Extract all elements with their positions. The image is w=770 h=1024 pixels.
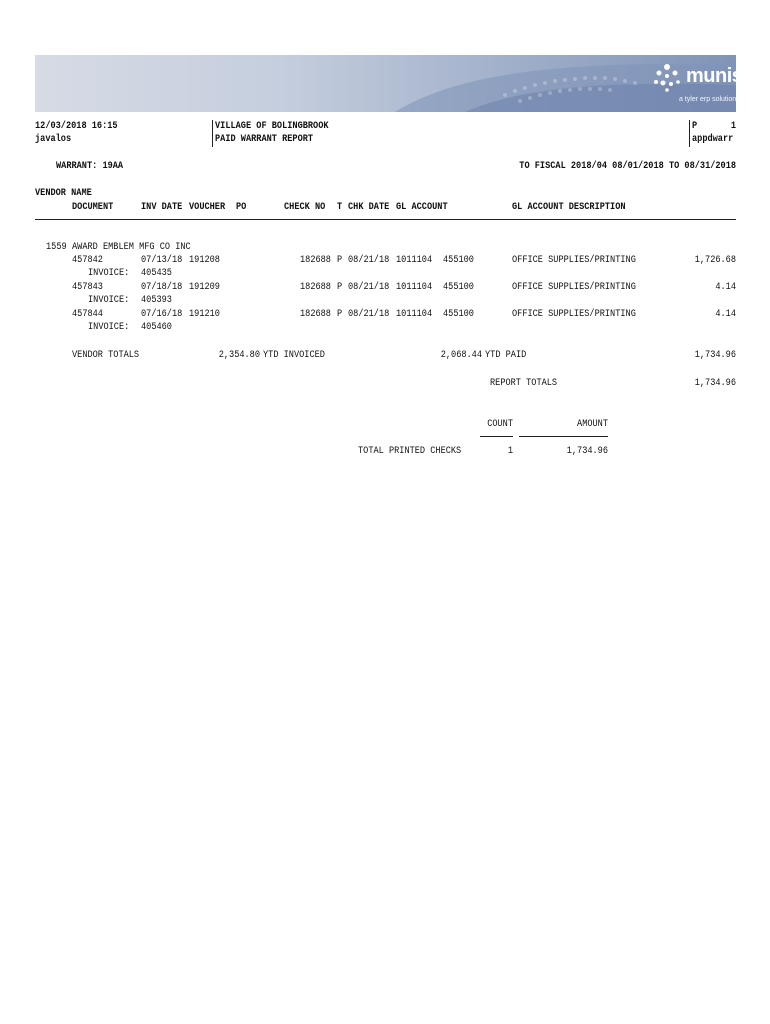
row-invoice-label: INVOICE: xyxy=(88,322,130,333)
row-invoice-label: INVOICE: xyxy=(88,295,130,306)
vendor-totals-label: VENDOR TOTALS xyxy=(72,350,140,361)
row-gl-obj: 455100 xyxy=(443,309,474,320)
col-inv-date: INV DATE xyxy=(141,202,183,213)
page-number: 1 xyxy=(730,121,736,132)
count-rule xyxy=(480,436,513,437)
page-label: P xyxy=(692,121,698,132)
col-document: DOCUMENT xyxy=(72,202,114,213)
row-amount: 4.14 xyxy=(715,282,736,293)
row-voucher: 191208 xyxy=(189,255,220,266)
col-po: PO xyxy=(236,202,247,213)
org-name: VILLAGE OF BOLINGBROOK xyxy=(215,121,329,132)
total-printed-checks-count: 1 xyxy=(507,446,513,457)
count-header: COUNT xyxy=(487,419,513,430)
ytd-invoiced-amount: 2,354.80 xyxy=(218,350,260,361)
row-amount: 1,726.68 xyxy=(694,255,736,266)
program-name: appdwarr xyxy=(692,134,734,145)
ytd-paid-label: YTD PAID xyxy=(485,350,527,361)
col-check-no: CHECK NO xyxy=(284,202,326,213)
row-gl-org: 1011104 xyxy=(396,255,433,266)
col-vendor-name: VENDOR NAME xyxy=(35,188,92,199)
report-totals-amount: 1,734.96 xyxy=(694,378,736,389)
row-check-no: 182688 xyxy=(300,282,331,293)
row-document: 457843 xyxy=(72,282,103,293)
report-title: PAID WARRANT REPORT xyxy=(215,134,314,145)
col-gl-account: GL ACCOUNT xyxy=(396,202,448,213)
row-document: 457842 xyxy=(72,255,103,266)
row-amount: 4.14 xyxy=(715,309,736,320)
row-type: P xyxy=(337,309,343,320)
row-invoice-label: INVOICE: xyxy=(88,268,130,279)
brand-name: munis xyxy=(686,65,743,87)
row-type: P xyxy=(337,255,343,266)
row-check-no: 182688 xyxy=(300,255,331,266)
col-type: T xyxy=(337,202,343,213)
ytd-paid-amount: 2,068.44 xyxy=(440,350,482,361)
warrant-label: WARRANT: 19AA xyxy=(56,161,124,172)
banner-wave-graphic xyxy=(35,55,736,112)
row-gl-org: 1011104 xyxy=(396,282,433,293)
row-chk-date: 08/21/18 xyxy=(348,255,390,266)
vendor-number: 1559 xyxy=(46,242,67,253)
row-chk-date: 08/21/18 xyxy=(348,309,390,320)
header-rule xyxy=(35,219,736,220)
vendor-name: AWARD EMBLEM MFG CO INC xyxy=(72,242,191,253)
row-inv-date: 07/13/18 xyxy=(141,255,183,266)
total-printed-checks-amount: 1,734.96 xyxy=(566,446,608,457)
row-gl-obj: 455100 xyxy=(443,255,474,266)
brand-tagline: a tyler erp solution xyxy=(679,96,737,103)
row-invoice: 405435 xyxy=(141,268,172,279)
ytd-invoiced-label: YTD INVOICED xyxy=(263,350,325,361)
fiscal-range: TO FISCAL 2018/04 08/01/2018 TO 08/31/2018 xyxy=(519,161,736,172)
row-document: 457844 xyxy=(72,309,103,320)
row-invoice: 405460 xyxy=(141,322,172,333)
header-divider-left xyxy=(212,120,213,147)
row-gl-desc: OFFICE SUPPLIES/PRINTING xyxy=(512,282,636,293)
row-gl-org: 1011104 xyxy=(396,309,433,320)
col-voucher: VOUCHER xyxy=(189,202,226,213)
header-divider-right xyxy=(689,120,690,147)
amount-header: AMOUNT xyxy=(577,419,608,430)
row-gl-obj: 455100 xyxy=(443,282,474,293)
report-user: javalos xyxy=(35,134,72,145)
row-chk-date: 08/21/18 xyxy=(348,282,390,293)
row-gl-desc: OFFICE SUPPLIES/PRINTING xyxy=(512,309,636,320)
row-inv-date: 07/18/18 xyxy=(141,282,183,293)
col-chk-date: CHK DATE xyxy=(348,202,390,213)
col-gl-desc: GL ACCOUNT DESCRIPTION xyxy=(512,202,626,213)
amount-rule xyxy=(519,436,608,437)
munis-logo-icon xyxy=(652,63,682,93)
row-invoice: 405393 xyxy=(141,295,172,306)
header-banner xyxy=(35,55,743,112)
row-check-no: 182688 xyxy=(300,309,331,320)
row-voucher: 191210 xyxy=(189,309,220,320)
total-printed-checks-label: TOTAL PRINTED CHECKS xyxy=(358,446,462,457)
row-type: P xyxy=(337,282,343,293)
vendor-total-amount: 1,734.96 xyxy=(694,350,736,361)
row-voucher: 191209 xyxy=(189,282,220,293)
report-datetime: 12/03/2018 16:15 xyxy=(35,121,118,132)
report-totals-label: REPORT TOTALS xyxy=(490,378,558,389)
row-gl-desc: OFFICE SUPPLIES/PRINTING xyxy=(512,255,636,266)
row-inv-date: 07/16/18 xyxy=(141,309,183,320)
